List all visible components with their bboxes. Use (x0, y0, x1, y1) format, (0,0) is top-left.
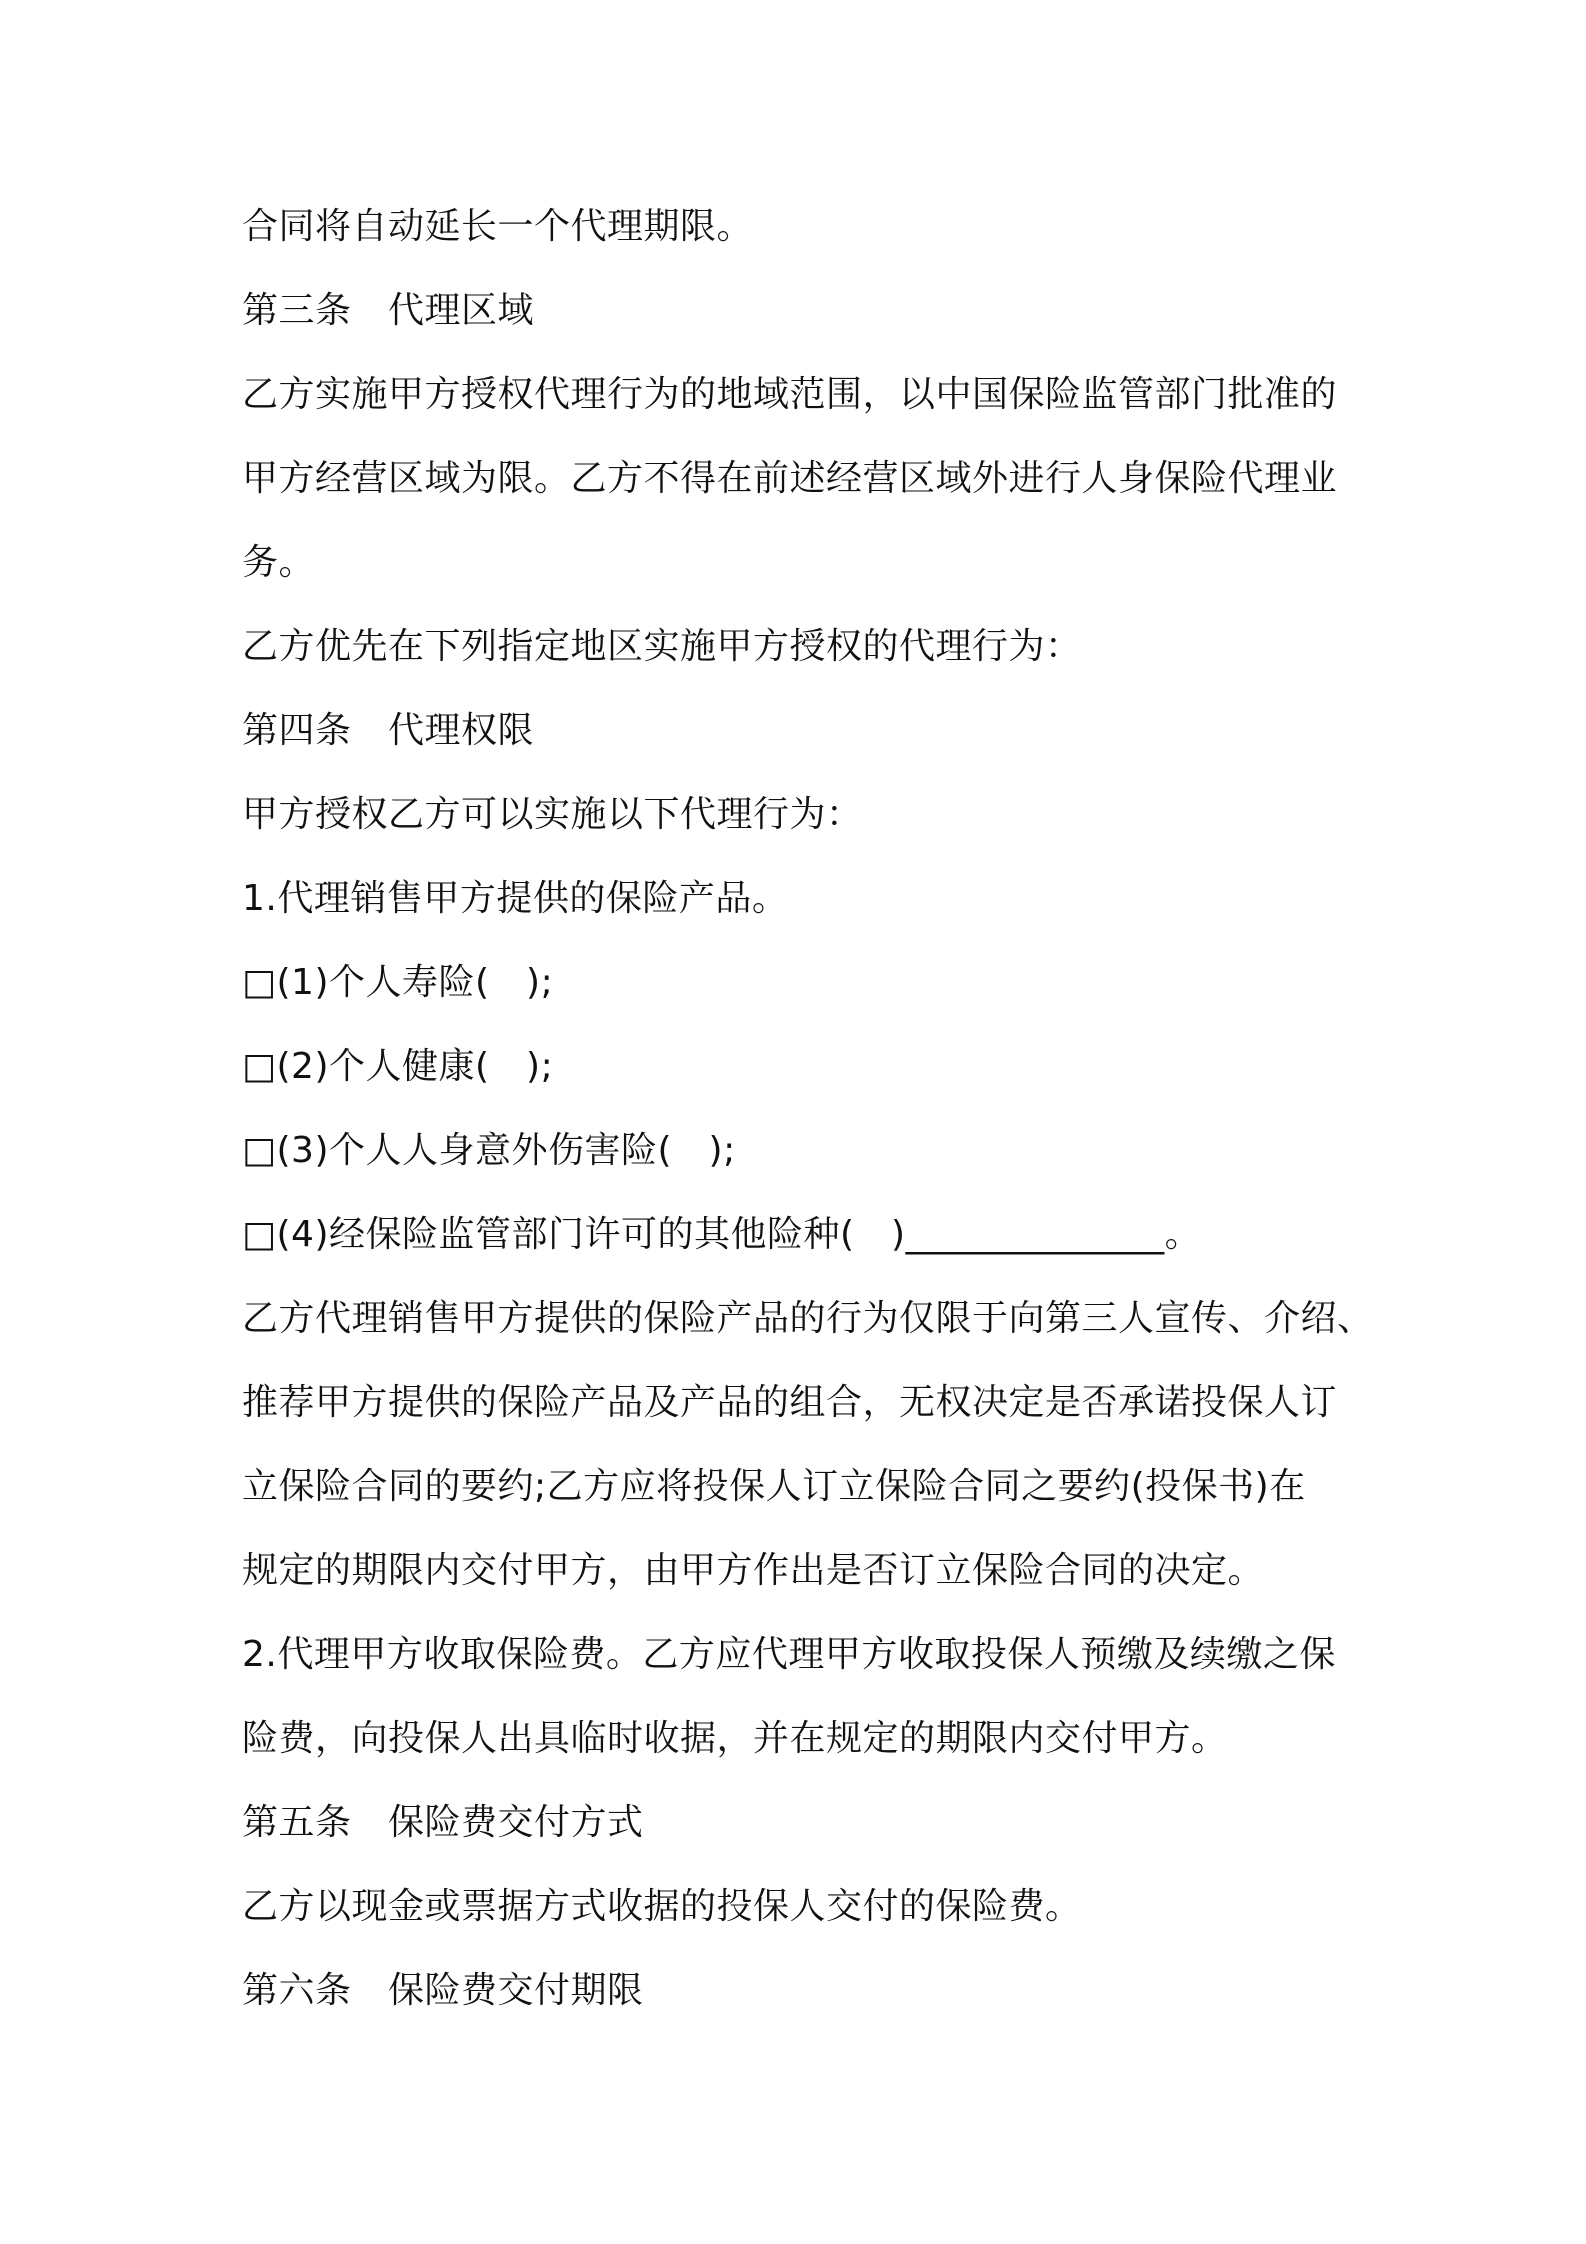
text-line: 立保险合同的要约;乙方应将投保人订立保险合同之要约(投保书)在 (242, 1466, 1306, 1507)
section-heading-6: 第六条 保险费交付期限 (242, 1970, 644, 2011)
section-heading-5: 第五条 保险费交付方式 (242, 1802, 644, 1843)
text-line: 合同将自动延长一个代理期限。 (242, 206, 754, 247)
checkbox-item: □(3)个人人身意外伤害险( ); (242, 1130, 736, 1171)
text-line: 乙方代理销售甲方提供的保险产品的行为仅限于向第三人宣传、介绍、 (242, 1298, 1374, 1339)
list-item: 2.代理甲方收取保险费。乙方应代理甲方收取投保人预缴及续缴之保 (242, 1634, 1336, 1675)
section-heading-3: 第三条 代理区域 (242, 290, 535, 331)
checkbox-item: □(4)经保险监管部门许可的其他险种( )______________。 (242, 1214, 1202, 1255)
text-line: 险费，向投保人出具临时收据，并在规定的期限内交付甲方。 (242, 1718, 1228, 1759)
text-line: 乙方以现金或票据方式收据的投保人交付的保险费。 (242, 1886, 1082, 1927)
text-line: 规定的期限内交付甲方，由甲方作出是否订立保险合同的决定。 (242, 1550, 1265, 1591)
text-line: 甲方授权乙方可以实施以下代理行为： (242, 794, 863, 835)
text-line: 乙方实施甲方授权代理行为的地域范围，以中国保险监管部门批准的 (242, 374, 1338, 415)
checkbox-item: □(2)个人健康( ); (242, 1046, 554, 1087)
text-line: 推荐甲方提供的保险产品及产品的组合，无权决定是否承诺投保人订 (242, 1382, 1338, 1423)
text-line: 甲方经营区域为限。乙方不得在前述经营区域外进行人身保险代理业 (242, 458, 1338, 499)
text-line: 务。 (242, 542, 316, 583)
list-item: 1.代理销售甲方提供的保险产品。 (242, 878, 789, 919)
text-line: 乙方优先在下列指定地区实施甲方授权的代理行为： (242, 626, 1082, 667)
section-heading-4: 第四条 代理权限 (242, 710, 535, 751)
checkbox-item: □(1)个人寿险( ); (242, 962, 554, 1003)
